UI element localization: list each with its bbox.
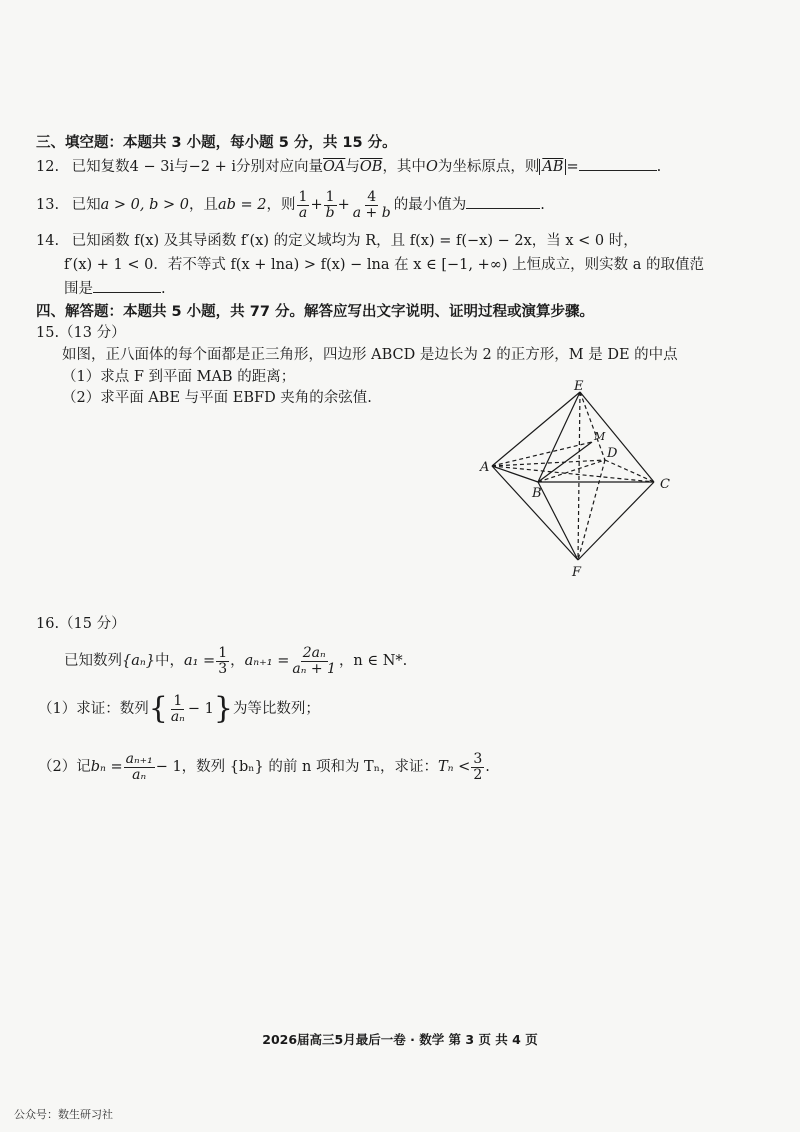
section-3-title: 三、填空题：本题共 3 小题，每小题 5 分，共 15 分。 xyxy=(36,135,397,151)
q12-origin: O xyxy=(425,159,438,175)
q12-text-5: ，其中 xyxy=(382,159,426,175)
q16-text-3: ，n ∈ N*. xyxy=(338,653,408,670)
q12-text-4: 与 xyxy=(345,159,360,175)
q12-vector-ab: $\overline{AB}$ xyxy=(542,159,564,175)
q14-text-1: 已知函数 f(x) 及其导函数 f′(x) 的定义域均为 R，且 f(x) = f(−x) − 2x，当 x < 0 时， xyxy=(71,233,638,249)
edge-cf xyxy=(578,482,654,560)
label-c: C xyxy=(660,477,670,492)
q16-p2-end: . xyxy=(485,759,490,776)
watermark: 公众号：数生研习社 xyxy=(14,1108,113,1121)
q16-p2-fraction: $\frac{\text{aₙ₊₁}}{\text{aₙ}}$ xyxy=(125,751,153,783)
q13-text-4: 的最小值为 xyxy=(393,197,467,214)
q13-fraction-2: $\frac{1}{b}$ xyxy=(325,189,335,221)
right-brace: } xyxy=(213,691,233,727)
q12-z1: 4 − 3i xyxy=(129,159,175,175)
q13-fraction-1: $\frac{1}{a}$ xyxy=(298,189,308,221)
q12-eq: = xyxy=(566,159,579,175)
question-12 xyxy=(36,160,661,175)
q13-number: 13. xyxy=(36,197,60,214)
q12-end: . xyxy=(656,159,662,175)
q16-text-1: 已知数列 xyxy=(64,653,122,670)
q16-text-2: 中， xyxy=(154,653,184,670)
q16-recurrence-fraction: $\frac{\text{2aₙ}}{\text{aₙ + 1}}$ xyxy=(292,645,336,677)
q16-p1-minus: − 1 xyxy=(187,701,214,718)
q12-z2: −2 + i xyxy=(188,159,237,175)
q16-a1: a₁ = xyxy=(183,653,216,670)
q12-text-2: 与 xyxy=(174,159,189,175)
section-4-title: 四、解答题：本题共 5 小题，共 77 分。解答应写出文字说明、证明过程或演算步骤。 xyxy=(36,304,594,320)
q16-p2-bound-fraction: $\frac{3}{2}$ xyxy=(473,751,483,783)
question-13 xyxy=(36,190,545,220)
q15-stem: 如图，正八面体的每个面都是正三角形，四边形 ABCD 是边长为 2 的正方形，M 是 DE 的中点 xyxy=(62,347,678,363)
question-14-line-2: f′(x) + 1 < 0．若不等式 f(x + lna) > f(x) − lna 在 x ∈ [−1, +∞) 上恒成立，则实数 a 的取值范 xyxy=(64,257,704,273)
q14-end: . xyxy=(161,281,166,297)
edge-ef xyxy=(578,392,580,560)
label-b: B xyxy=(532,486,542,501)
edge-dc xyxy=(605,460,654,482)
q13-plus-1: + xyxy=(310,197,323,214)
q16-p2-text-2: ，数列 {bₙ} 的前 n 项和为 Tₙ，求证： xyxy=(181,759,439,776)
label-m: M xyxy=(594,430,606,443)
label-d: D xyxy=(607,446,618,461)
q13-end: . xyxy=(540,197,545,214)
question-14-line-3 xyxy=(64,282,166,297)
q15-part-2: （2）求平面 ABE 与平面 EBFD 夹角的余弦值. xyxy=(62,390,372,406)
q16-stem xyxy=(64,646,407,676)
label-a: A xyxy=(480,460,490,475)
q16-recurrence: aₙ₊₁ = xyxy=(244,653,290,670)
edge-eb xyxy=(538,392,580,482)
q14-text-3a: 围是 xyxy=(64,281,93,297)
q13-ab: ab = 2 xyxy=(218,197,267,214)
q12-vector-oa: $\overline{OA}$ xyxy=(323,159,346,175)
q16-header: 16.（15 分） xyxy=(36,616,126,632)
q13-answer-blank xyxy=(466,206,540,209)
q13-text-2: ，且 xyxy=(189,197,219,214)
q16-p2-minus: − 1 xyxy=(155,759,182,776)
q14-answer-blank xyxy=(93,290,161,293)
q15-part-1: （1）求点 F 到平面 MAB 的距离； xyxy=(62,369,296,385)
q12-vector-ob: $\overline{OB}$ xyxy=(359,159,383,175)
q12-text-3: 分别对应向量 xyxy=(236,159,324,175)
q12-text-1: 已知复数 xyxy=(71,159,130,175)
q16-bn: bₙ = xyxy=(90,759,123,776)
q15-header: 15.（13 分） xyxy=(36,325,126,341)
q13-text-3: ，则 xyxy=(266,197,296,214)
q16-p2-text: （2）记 xyxy=(38,759,91,776)
q12-number: 12. xyxy=(36,159,60,175)
edge-df xyxy=(578,460,605,560)
q16-p1-fraction: $\frac{1}{\text{aₙ}}$ xyxy=(170,693,185,725)
q16-sequence: {aₙ} xyxy=(122,653,155,670)
q13-text-1: 已知 xyxy=(71,197,101,214)
q16-comma: ， xyxy=(230,653,245,670)
label-f: F xyxy=(572,565,582,580)
q13-plus-2: + xyxy=(337,197,350,214)
octahedron-figure xyxy=(470,380,690,580)
q12-text-6: 为坐标原点，则 xyxy=(437,159,540,175)
q16-p1-text-2: 为等比数列； xyxy=(232,701,320,718)
question-14-line-1 xyxy=(36,234,638,249)
q16-tn: Tₙ < xyxy=(438,759,471,776)
q13-condition: a > 0, b > 0 xyxy=(100,197,190,214)
q12-answer-blank xyxy=(579,168,657,171)
label-e: E xyxy=(574,380,584,394)
edge-ed xyxy=(580,392,605,460)
q16-p1-text: （1）求证：数列 xyxy=(38,701,149,718)
edge-bf xyxy=(538,482,578,560)
q16-a1-fraction: $\frac{1}{3}$ xyxy=(218,645,228,677)
edge-ec xyxy=(580,392,654,482)
edge-af xyxy=(492,466,578,560)
page-footer: 2026届高三5月最后一卷 · 数学 第 3 页 共 4 页 xyxy=(262,1032,538,1047)
left-brace: { xyxy=(148,691,168,727)
q16-part-1 xyxy=(38,691,320,727)
q16-part-2 xyxy=(38,752,490,782)
q14-number: 14. xyxy=(36,233,60,249)
q13-fraction-3: $\frac{4}{a + b}$ xyxy=(352,189,391,221)
